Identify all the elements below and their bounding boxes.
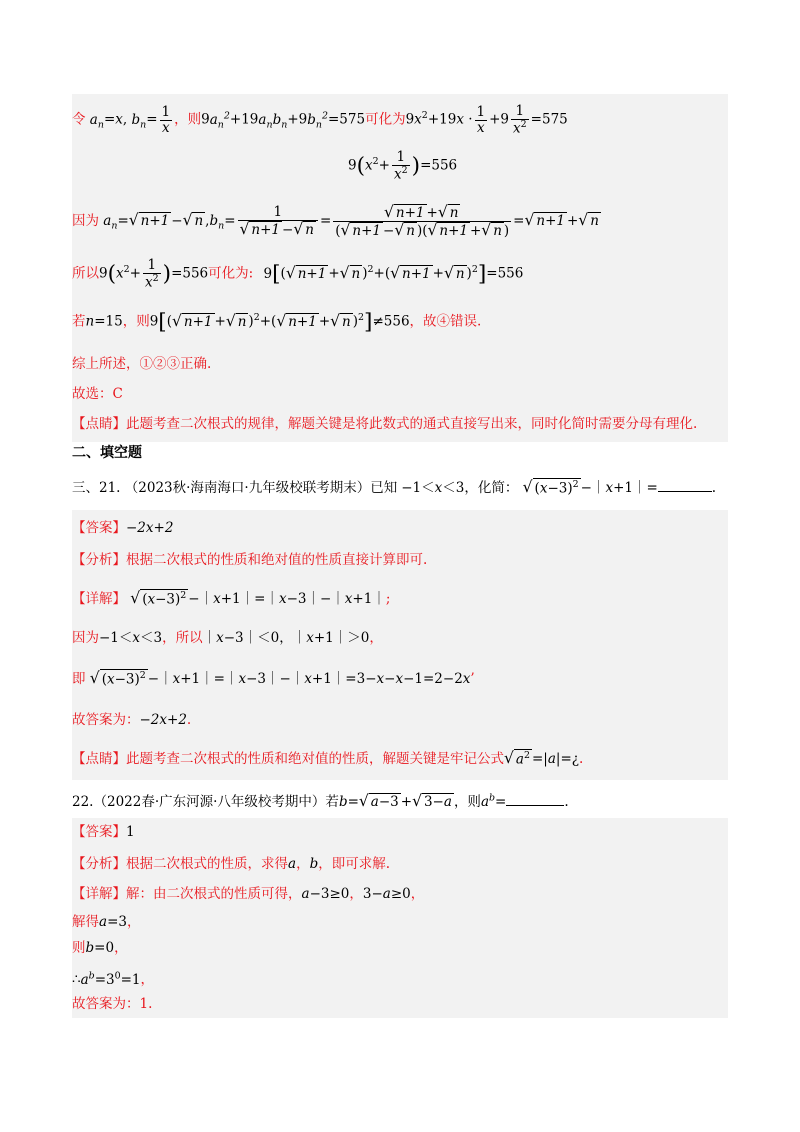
sol21-answer	[72, 518, 173, 538]
final-value-21: −2x+2	[139, 712, 187, 728]
sol21-simplify: 即 √ $(x-3)^2$ −｜x+1｜=｜x−3｜−｜x+1｜=3−x−x−1=2−2x’	[72, 669, 475, 687]
solution-line-2: $9(x^2+$ $\frac{1}{x^2}$ )=556	[348, 149, 458, 183]
comment-tag-21: 【点睛】	[72, 751, 126, 767]
value-575-a: 575	[339, 111, 366, 128]
text-then: ，则	[174, 111, 202, 128]
value-556-a: 556	[431, 157, 458, 174]
text-solved: 解得	[72, 914, 99, 930]
sol22-then: 则b=0，	[72, 940, 128, 956]
question-21: 三、21. （2023秋·海南海口·九年级校联考期末）已知 −1＜x＜3，化简： √ $(x-3)^2$ −｜x+1｜= .	[72, 478, 717, 496]
sol22-detail: 【详解】解：由二次根式的性质可得，a−3≥0，3−a≥0，	[72, 886, 425, 902]
sol21-final	[72, 710, 191, 730]
text-ie: 即	[72, 671, 86, 687]
q21-answer-blank[interactable]	[658, 491, 712, 492]
analysis-text-22a: 根据二次根式的性质，求得	[126, 856, 288, 872]
solution-line-3: 因为 $a_n=√$ n+1 −√ n $,b_n=$ $\frac{1}{√ n+1 -√ n}$ = $\frac{√ n+1 +√ n}{(√ n+1 -√ n )(√ n+1 +√ n )}$ =√ n+1 +√ n	[72, 203, 599, 240]
text-wrong: ，故④错误.	[409, 313, 482, 330]
analysis-text-22b: ，即可求解.	[318, 856, 391, 872]
section-heading: 二、填空题	[72, 445, 142, 461]
sol21-analysis	[72, 550, 427, 570]
sol22-analysis: 【分析】根据二次根式的性质，求得a，b，即可求解.	[72, 856, 391, 872]
q21-end: .	[711, 480, 717, 496]
detail-tag-22: 【详解】	[72, 886, 126, 902]
text-then-2: ，则	[122, 313, 150, 330]
q22-source: （2022春·广东河源·八年级校考期中）若	[93, 794, 339, 810]
text-if: 若	[72, 313, 86, 330]
text-conv-2: 可化为:	[208, 265, 254, 282]
analysis-text: 根据二次根式的性质和绝对值的性质直接计算即可.	[126, 552, 428, 568]
sol21-comment: 【点睛】此题考查二次根式的性质和绝对值的性质，解题关键是牢记公式√ $a^2$ =|a|=¿.	[72, 749, 584, 767]
value-556-c: 556	[497, 265, 524, 282]
q21-number: 三、21.	[72, 480, 121, 496]
value-n-15: 15	[105, 313, 123, 330]
solution-line-5: 若n=15，则9[(√ n+1 +√ n )$^2$+(√ n+1 +√ n )$^2$]≠556，故④错误.	[72, 309, 482, 335]
final-end-21: .	[186, 712, 192, 728]
sol21-detail: 【详解】 √ $(x-3)^2$ −｜x+1｜=｜x−3｜−｜x+1｜;	[72, 589, 391, 607]
text-let: 令	[72, 111, 86, 128]
comment-text: 此题考查二次根式的规律，解题关键是将此数式的通式直接写出来，同时化简时需要分母有理化.	[126, 416, 698, 432]
solution-panel-prev	[72, 94, 728, 442]
therefore-symbol: ∴	[72, 971, 81, 988]
sol21-condition: 因为−1＜x＜3，所以｜x−3｜＜0，｜x+1｜＞0，	[72, 630, 383, 646]
q22-then: ，则	[453, 794, 481, 810]
analysis-tag-22: 【分析】	[72, 856, 126, 872]
detail-text-22: 解：由二次根式的性质可得，	[126, 886, 302, 902]
solution-line-4: 所以$9(x^2+$ $\frac{1}{x^2}$ )=556可化为: 9[(√ n+1 +√ n )$^2$+(√ n+1 +√ n )$^2$]=556	[72, 257, 524, 291]
detail-tag: 【详解】	[72, 591, 126, 607]
text-so-21: ，所以	[162, 630, 203, 646]
comment-line	[72, 414, 697, 434]
q22-number: 22.	[72, 794, 94, 810]
final-prefix-21: 故答案为：	[72, 712, 140, 728]
comment-tag: 【点睛】	[72, 416, 126, 432]
value-575-b: 575	[541, 111, 568, 128]
text-so: 所以	[72, 265, 99, 282]
solution-choice: 故选：C	[72, 386, 123, 402]
text-because: 因为	[72, 213, 99, 230]
sol22-therefore: $\therefore a^b=3^0=1$，	[72, 970, 155, 988]
q21-source: （2023秋·海南海口·九年级校联考期末）已知	[124, 480, 398, 496]
sol22-final: 故答案为：1.	[72, 996, 153, 1012]
question-22: 22.（2022春·广东河源·八年级校考期中）若b=√ a−3 +√ 3−a ，则$a^b=$ .	[72, 792, 569, 810]
q21-mid: ，化简：	[464, 480, 519, 496]
q22-answer-blank[interactable]	[506, 805, 564, 806]
answer-value-22: 1	[126, 824, 135, 840]
value-556-d: 556	[383, 313, 410, 330]
value-556-b: 556	[182, 265, 209, 282]
sol22-solved: 解得a=3，	[72, 914, 141, 930]
solution-panel-22	[72, 818, 728, 1018]
text-then-22: 则	[72, 940, 86, 956]
text-conv: 可化为	[365, 111, 406, 128]
solution-summary: 综上所述，①②③正确.	[72, 356, 212, 372]
answer-tag: 【答案】	[72, 520, 126, 536]
q22-end: .	[564, 794, 569, 810]
answer-value: −2x+2	[126, 520, 174, 536]
solution-panel-21	[72, 510, 728, 780]
comment-text-21: 此题考查二次根式的性质和绝对值的性质，解题关键是牢记公式	[126, 751, 504, 767]
sol22-answer	[72, 822, 135, 842]
answer-tag-22: 【答案】	[72, 824, 126, 840]
solution-line-1: 令 $a_n=x$, $b_n=$ $\frac{1}{x}$ ，则$9a_n^2+19a_nb_n+9b_n^2=575$可化为$9x^2+19x$ · $\frac{1}{x}$ +9 $\frac{1}{x^2}$ =575	[72, 103, 568, 137]
text-because-21: 因为	[72, 630, 99, 646]
analysis-tag: 【分析】	[72, 552, 126, 568]
